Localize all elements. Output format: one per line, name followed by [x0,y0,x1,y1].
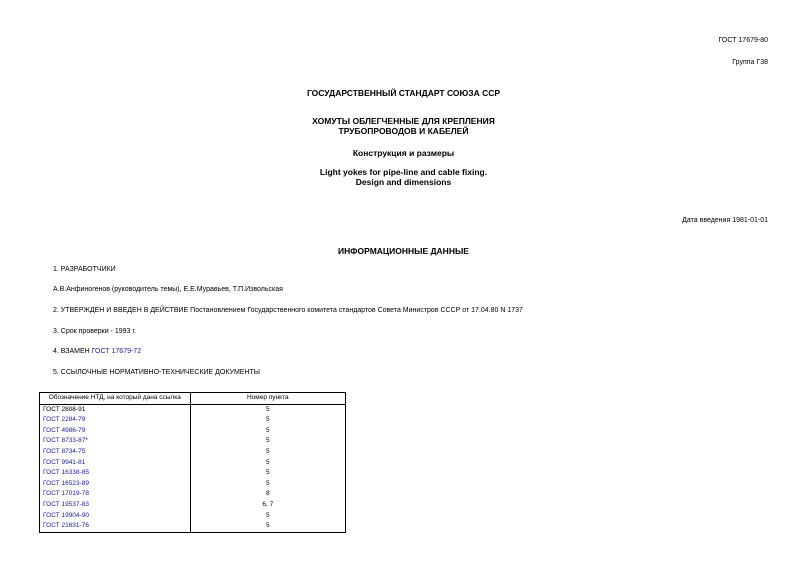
document-link[interactable]: ГОСТ 19537-83 [43,500,89,508]
document-link[interactable]: ГОСТ 19904-90 [43,511,89,519]
table-header-row [40,393,346,405]
group-code: Группа Г38 [732,59,768,66]
document-title [0,116,807,136]
document-cell [40,415,191,426]
item-number-cell: 5 [190,447,345,458]
section-2-approval [53,307,523,314]
document-cell [40,458,191,469]
document-link[interactable]: ГОСТ 4986-79 [43,426,86,434]
document-link[interactable]: ГОСТ 21631-76 [43,522,89,530]
table-row [40,404,346,415]
table-row [40,521,346,532]
english-title [0,167,807,187]
item-number-cell: 6, 7 [190,500,345,511]
document-cell [40,436,191,447]
introduction-date: Дата введения 1981-01-01 [682,217,768,224]
document-link[interactable]: ГОСТ 8734-75 [43,447,86,455]
item-number-cell: 5 [190,404,345,415]
state-standard-heading: ГОСУДАРСТВЕННЫЙ СТАНДАРТ СОЮЗА ССР [306,88,501,98]
item-number-cell: 5 [190,511,345,522]
table-row [40,500,346,511]
item-number-cell: 5 [190,426,345,437]
table-row [40,436,346,447]
document-cell [40,404,191,415]
section-2-text: Постановлением Государственного комитета стандартов Совета Министров СССР от 17.04.80 N 1737 [188,307,523,314]
section-3-review-term: 3. Срок проверки - 1993 г. [53,328,136,335]
info-heading: ИНФОРМАЦИОННЫЕ ДАННЫЕ [338,246,469,256]
document-cell [40,468,191,479]
section-2-prefix: 2. УТВЕРЖДЕН И ВВЕДЕН В ДЕЙСТВИЕ [53,307,189,314]
document-label: ГОСТ 2808-91 [43,405,86,413]
document-cell [40,479,191,490]
item-number-cell: 5 [190,415,345,426]
document-cell [40,447,191,458]
section-4-replaces [53,348,141,355]
table-row [40,458,346,469]
document-subtitle: Конструкция и размеры [352,148,455,158]
title-line-1: ХОМУТЫ ОБЛЕГЧЕННЫЕ ДЛЯ КРЕПЛЕНИЯ [312,116,495,126]
document-cell [40,489,191,500]
developers-list: А.В.Анфиногенов (руководитель темы), Е.Е.Муравьев, Т.П.Извольская [53,286,283,293]
english-title-line-1: Light yokes for pipe-line and cable fixing. [319,167,488,177]
table-row [40,415,346,426]
table-row [40,479,346,490]
table-row [40,447,346,458]
table-row [40,489,346,500]
document-cell [40,521,191,532]
table-row [40,468,346,479]
references-table-body [40,404,346,532]
column-header-document: Обозначение НТД, на который дана ссылка [40,393,191,405]
document-link[interactable]: ГОСТ 2284-79 [43,416,86,424]
english-title-line-2: Design and dimensions [355,177,452,187]
title-line-2: ТРУБОПРОВОДОВ И КАБЕЛЕЙ [338,126,469,136]
document-link[interactable]: ГОСТ 16338-85 [43,469,89,477]
document-link[interactable]: ГОСТ 9941-81 [43,458,86,466]
gost-number: ГОСТ 17679-80 [718,37,768,44]
section-1-developers-heading: 1. РАЗРАБОТЧИКИ [53,266,116,273]
document-link[interactable]: ГОСТ 8733-87* [43,437,88,445]
document-cell [40,426,191,437]
item-number-cell: 8 [190,489,345,500]
section-5-references: 5. ССЫЛОЧНЫЕ НОРМАТИВНО-ТЕХНИЧЕСКИЕ ДОКУМЕНТЫ [53,369,260,376]
item-number-cell: 5 [190,479,345,490]
column-header-item: Номер пункта [190,393,345,405]
document-cell [40,500,191,511]
replaced-standard-link[interactable]: ГОСТ 17679-72 [91,348,142,355]
document-link[interactable]: ГОСТ 16523-89 [43,479,89,487]
item-number-cell: 5 [190,436,345,447]
item-number-cell: 5 [190,458,345,469]
document-cell [40,511,191,522]
table-row [40,511,346,522]
table-row [40,426,346,437]
document-link[interactable]: ГОСТ 17019-78 [43,490,89,498]
references-table [39,392,346,533]
item-number-cell: 5 [190,521,345,532]
item-number-cell: 5 [190,468,345,479]
section-4-prefix: 4. ВЗАМЕН [53,348,92,355]
